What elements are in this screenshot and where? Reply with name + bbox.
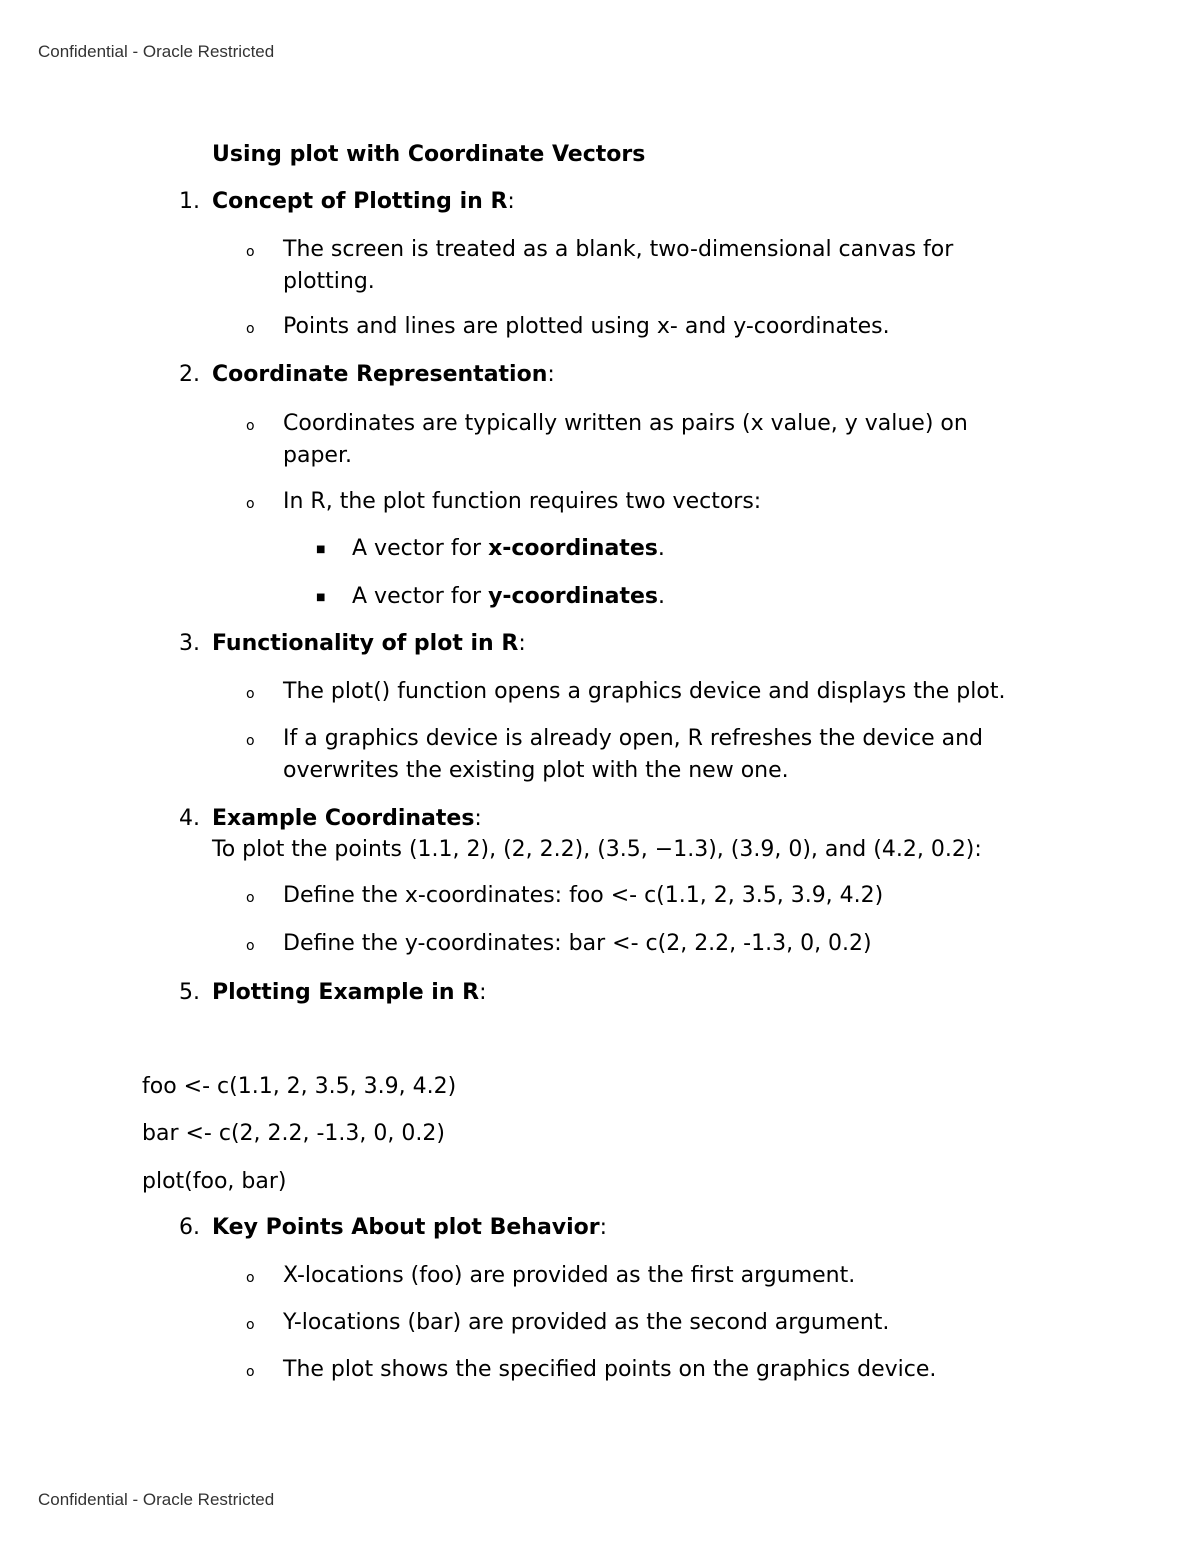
section-6-heading-text: Key Points About plot Behavior — [212, 1215, 600, 1240]
s3-bullet-2-line-1: If a graphics device is already open, R refreshes the device and — [283, 726, 983, 751]
section-5-heading-text: Plotting Example in R — [212, 980, 480, 1005]
section-1-colon: : — [507, 189, 515, 214]
s2-sub-1-bold: x-coordinates — [488, 536, 658, 561]
s2-bullet-1-line-1: Coordinates are typically written as pairs (x value, y value) on — [283, 411, 968, 436]
section-2-colon: : — [547, 362, 555, 387]
bullet-icon: o — [246, 1270, 255, 1286]
s2-sub-2-bold: y-coordinates — [488, 584, 658, 609]
section-6-number: 6. — [179, 1215, 200, 1240]
s4-bullet-1: Define the x-coordinates: foo <- c(1.1, 2, 3.5, 3.9, 4.2) — [283, 883, 884, 908]
code-line-1: foo <- c(1.1, 2, 3.5, 3.9, 4.2) — [142, 1074, 457, 1099]
s1-bullet-1-line-2: plotting. — [283, 269, 375, 294]
section-2-heading — [212, 359, 555, 391]
bullet-icon: o — [246, 321, 255, 337]
footer-confidential: Confidential - Oracle Restricted — [38, 1490, 275, 1509]
bullet-icon: o — [246, 686, 255, 702]
section-3-heading-text: Functionality of plot in R — [212, 631, 519, 656]
code-line-3: plot(foo, bar) — [142, 1169, 287, 1194]
section-2-number: 2. — [179, 362, 200, 387]
section-1-number: 1. — [179, 189, 200, 214]
s4-bullet-2: Define the y-coordinates: bar <- c(2, 2.2, -1.3, 0, 0.2) — [283, 931, 872, 956]
s2-sub-bullet-2 — [352, 581, 665, 613]
section-6-colon: : — [599, 1215, 608, 1240]
s2-sub-bullet-1 — [352, 533, 665, 565]
section-4-heading — [212, 803, 482, 835]
s3-bullet-1: The plot() function opens a graphics device and displays the plot. — [283, 679, 1006, 704]
bullet-icon: o — [246, 1364, 255, 1380]
code-line-2: bar <- c(2, 2.2, -1.3, 0, 0.2) — [142, 1121, 445, 1146]
section-1-heading-text: Concept of Plotting in R — [212, 189, 508, 214]
section-3-heading — [212, 628, 526, 660]
page-title: Using plot with Coordinate Vectors — [212, 142, 646, 167]
bullet-icon: o — [246, 733, 255, 749]
bullet-icon: o — [246, 1317, 255, 1333]
s2-sub-2-post: . — [657, 584, 665, 609]
s4-intro: To plot the points (1.1, 2), (2, 2.2), (3.5, −1.3), (3.9, 0), and (4.2, 0.2): — [212, 837, 982, 862]
bullet-icon: o — [246, 890, 255, 906]
s2-bullet-1-line-2: paper. — [283, 443, 352, 468]
section-4-colon: : — [474, 806, 482, 831]
s1-bullet-1-line-1: The screen is treated as a blank, two-dimensional canvas for — [283, 237, 954, 262]
square-bullet-icon: ■ — [316, 592, 326, 603]
section-5-heading — [212, 977, 487, 1009]
square-bullet-icon: ■ — [316, 544, 326, 555]
section-6-heading — [212, 1212, 607, 1244]
section-1-heading — [212, 186, 515, 218]
section-5-colon: : — [479, 980, 487, 1005]
section-3-colon: : — [518, 631, 526, 656]
bullet-icon: o — [246, 938, 255, 954]
s6-bullet-2: Y-locations (bar) are provided as the second argument. — [283, 1310, 890, 1335]
section-2-heading-text: Coordinate Representation — [212, 362, 548, 387]
bullet-icon: o — [246, 496, 255, 512]
header-confidential: Confidential - Oracle Restricted — [38, 42, 275, 61]
s2-bullet-2: In R, the plot function requires two vectors: — [283, 489, 762, 514]
s6-bullet-3: The plot shows the specified points on the graphics device. — [283, 1357, 937, 1382]
s6-bullet-1: X-locations (foo) are provided as the first argument. — [283, 1263, 856, 1288]
section-3-number: 3. — [179, 631, 200, 656]
s1-bullet-2: Points and lines are plotted using x- and y-coordinates. — [283, 314, 890, 339]
section-4-number: 4. — [179, 806, 200, 831]
bullet-icon: o — [246, 244, 255, 260]
bullet-icon: o — [246, 418, 255, 434]
s2-sub-2-pre: A vector for — [352, 584, 489, 609]
section-5-number: 5. — [179, 980, 200, 1005]
s2-sub-1-pre: A vector for — [352, 536, 489, 561]
s2-sub-1-post: . — [657, 536, 665, 561]
s3-bullet-2-line-2: overwrites the existing plot with the new one. — [283, 758, 789, 783]
section-4-heading-text: Example Coordinates — [212, 806, 475, 831]
